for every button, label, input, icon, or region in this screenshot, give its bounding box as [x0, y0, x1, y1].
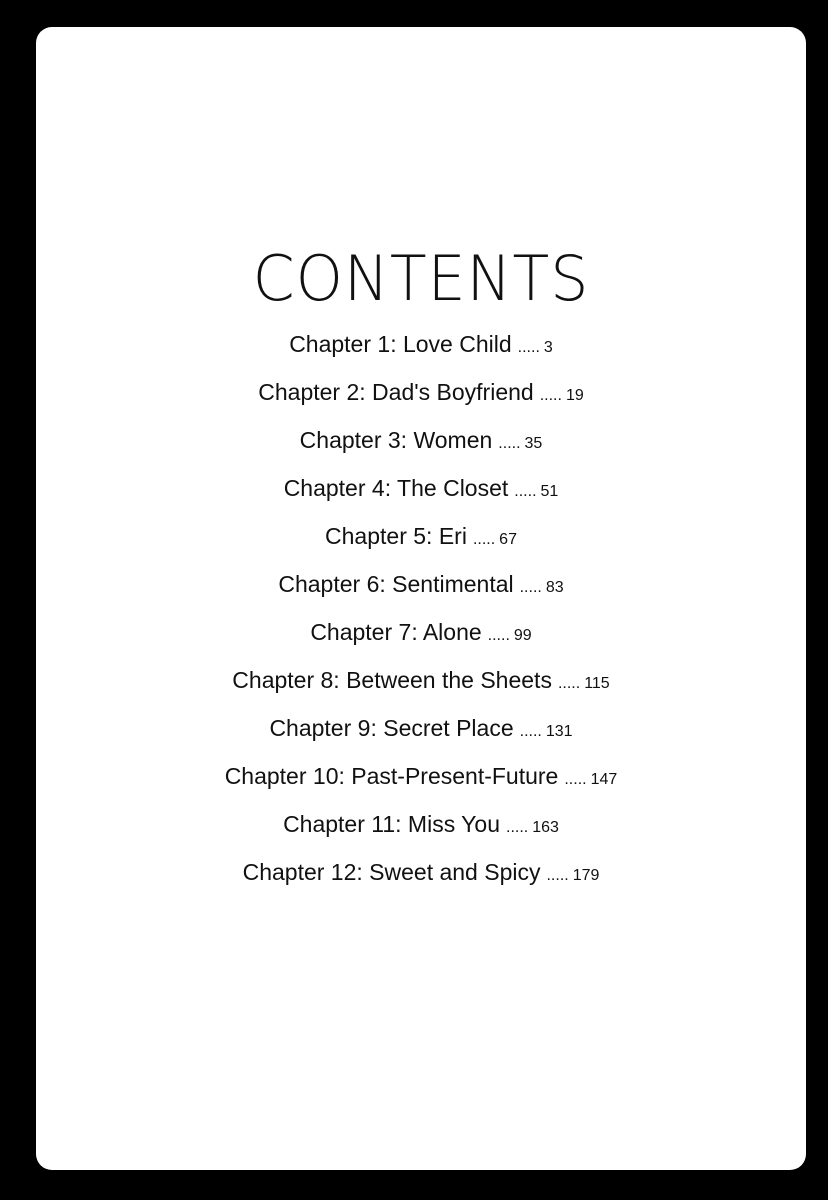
- chapter-label: Chapter 9: Secret Place: [269, 715, 514, 741]
- page-number: 83: [545, 579, 564, 596]
- toc-entry-7[interactable]: [36, 615, 806, 663]
- toc-entry-5[interactable]: [36, 519, 806, 567]
- page-number: 131: [545, 723, 573, 740]
- leader-dots: .....: [514, 483, 537, 500]
- page-number: 99: [513, 627, 532, 644]
- chapter-label: Chapter 6: Sentimental: [278, 571, 514, 597]
- toc-entry-8[interactable]: [36, 663, 806, 711]
- leader-dots: .....: [519, 579, 542, 596]
- chapter-label: Chapter 2: Dad's Boyfriend: [258, 379, 534, 405]
- chapter-label: Chapter 4: The Closet: [283, 475, 509, 501]
- chapter-label: Chapter 10: Past-Present-Future: [224, 763, 559, 789]
- chapter-label: Chapter 5: Eri: [325, 523, 467, 549]
- toc-entry-6[interactable]: [36, 567, 806, 615]
- leader-dots: .....: [557, 675, 581, 692]
- toc-entry-1[interactable]: [36, 327, 806, 375]
- toc-entry-10[interactable]: [36, 759, 806, 807]
- leader-dots: .....: [539, 387, 562, 404]
- leader-dots: .....: [506, 819, 529, 836]
- toc-entry-12[interactable]: [36, 855, 806, 903]
- page-number: 115: [584, 675, 610, 692]
- page-number: 163: [532, 819, 559, 836]
- toc-entry-11[interactable]: [36, 807, 806, 855]
- page-sheet: [36, 27, 806, 1170]
- page-number: 67: [499, 531, 517, 548]
- contents-title: CONTENTS: [252, 242, 590, 315]
- page-number: 19: [565, 387, 584, 404]
- leader-dots: .....: [472, 531, 496, 548]
- leader-dots: .....: [519, 723, 542, 740]
- toc-entry-9[interactable]: [36, 711, 806, 759]
- chapter-label: Chapter 8: Between the Sheets: [232, 667, 552, 693]
- leader-dots: .....: [498, 435, 521, 452]
- chapter-label: Chapter 3: Women: [299, 427, 493, 453]
- toc-entry-2[interactable]: [36, 375, 806, 423]
- leader-dots: .....: [564, 771, 587, 788]
- chapter-label: Chapter 12: Sweet and Spicy: [242, 859, 541, 885]
- chapter-label: Chapter 1: Love Child: [289, 331, 512, 357]
- chapter-label: Chapter 11: Miss You: [283, 811, 500, 837]
- leader-dots: .....: [487, 627, 510, 644]
- page-number: 35: [524, 435, 543, 452]
- toc-entry-4[interactable]: [36, 471, 806, 519]
- leader-dots: .....: [517, 339, 540, 356]
- chapter-label: Chapter 7: Alone: [310, 619, 482, 645]
- table-of-contents: [36, 327, 806, 903]
- page-number: 147: [590, 771, 618, 788]
- page-number: 3: [543, 339, 553, 356]
- leader-dots: .....: [546, 867, 569, 884]
- toc-entry-3[interactable]: [36, 423, 806, 471]
- page-number: 51: [540, 483, 559, 500]
- page-number: 179: [572, 867, 600, 884]
